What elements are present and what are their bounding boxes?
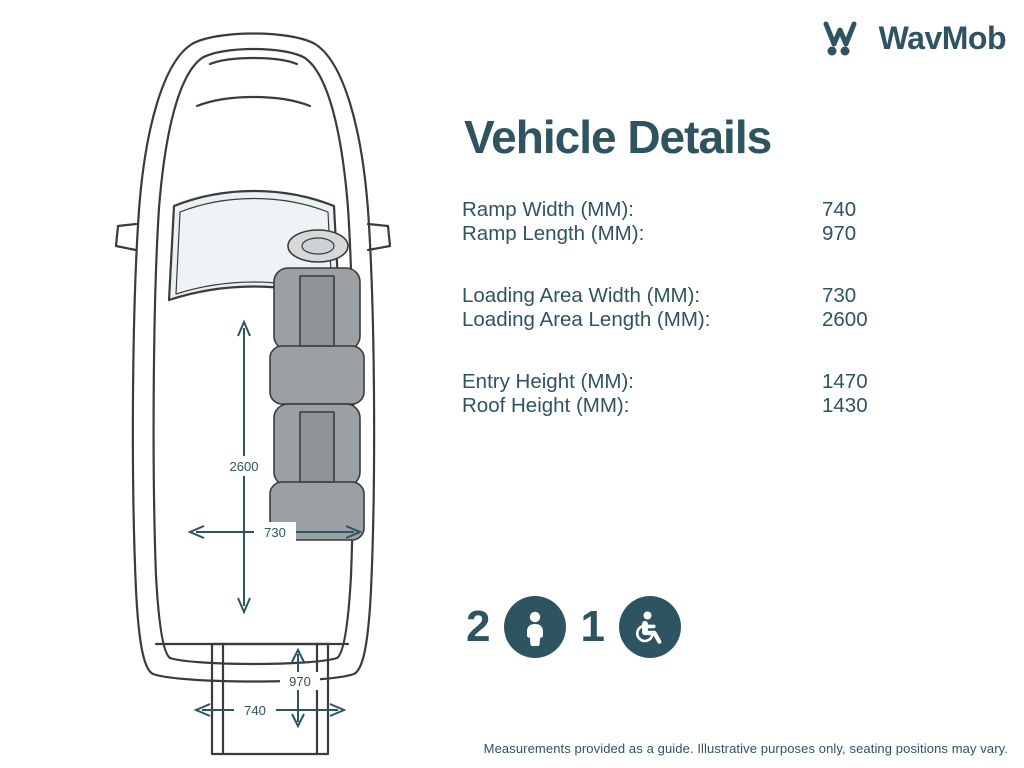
wheelchair-icon xyxy=(619,596,681,658)
spec-value: 970 xyxy=(822,222,857,245)
person-icon xyxy=(504,596,566,658)
specifications-table xyxy=(462,198,1002,418)
table-row xyxy=(462,198,1002,222)
dim-ramp-width-label: 740 xyxy=(244,703,266,718)
table-row xyxy=(462,370,1002,394)
spec-label: Ramp Length (MM): xyxy=(462,222,645,245)
wheelchair-count: 1 xyxy=(580,602,605,651)
table-row xyxy=(462,394,1002,418)
dim-ramp-length-label: 970 xyxy=(289,674,311,689)
page-title: Vehicle Details xyxy=(464,111,772,163)
vehicle-details-panel xyxy=(462,110,1002,418)
wavmob-logo-icon xyxy=(823,18,869,58)
passenger-count: 2 xyxy=(466,602,491,651)
spec-label: Ramp Width (MM): xyxy=(462,198,634,221)
spec-label: Roof Height (MM): xyxy=(462,394,630,417)
spec-value: 1430 xyxy=(822,394,868,417)
spec-value: 730 xyxy=(822,284,857,307)
spec-value: 1470 xyxy=(822,370,868,393)
spec-value: 2600 xyxy=(822,308,868,331)
spec-label: Entry Height (MM): xyxy=(462,370,634,393)
table-row xyxy=(462,308,1002,370)
vehicle-floorplan-diagram xyxy=(96,10,476,760)
dim-loading-length-label: 2600 xyxy=(229,459,259,474)
spec-value: 740 xyxy=(822,198,857,221)
dim-loading-width-label: 730 xyxy=(264,525,286,540)
table-row xyxy=(462,222,1002,284)
occupancy-summary xyxy=(466,596,681,658)
spec-label: Loading Area Width (MM): xyxy=(462,284,701,307)
disclaimer-text: Measurements provided as a guide. Illustrative purposes only, seating positions may vary. xyxy=(483,741,1008,756)
brand-logo xyxy=(823,18,1006,58)
spec-label: Loading Area Length (MM): xyxy=(462,308,711,331)
brand-name: WavMob xyxy=(878,20,1006,56)
table-row xyxy=(462,284,1002,308)
